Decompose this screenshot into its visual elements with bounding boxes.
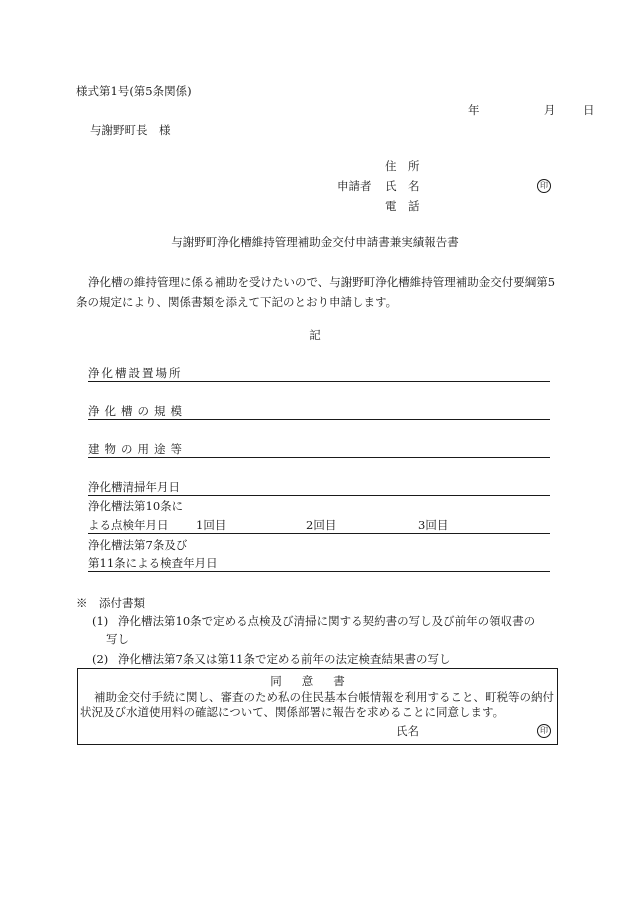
attachment-1-number: (1) bbox=[92, 614, 109, 628]
addressee: 与謝野町長 様 bbox=[90, 123, 171, 137]
date-month-label: 月 bbox=[543, 103, 556, 117]
body-text: 浄化槽の維持管理に係る補助を受けたいので、与謝野町浄化槽維持管理補助金交付要綱第5条の規定により、関係書類を添えて下記のとおり申請します。 bbox=[76, 275, 556, 309]
inspection-1-label: 1回目 bbox=[196, 518, 227, 532]
form-number: 様式第1号(第5条関係) bbox=[76, 84, 192, 98]
address-label: 住 所 bbox=[385, 159, 420, 173]
field-cleaning-date-label: 浄化槽清掃年月日 bbox=[88, 480, 180, 494]
field-legal-line bbox=[88, 571, 550, 572]
field-building-use-line bbox=[88, 457, 550, 458]
body-paragraph bbox=[76, 272, 556, 312]
consent-name-label: 氏名 bbox=[396, 724, 419, 738]
date-day-label: 日 bbox=[582, 103, 595, 117]
consent-text: 補助金交付手続に関し、審査のため私の住民基本台帳情報を利用すること、町税等の納付状況及び水道使用料の確認について、関係部署に報告を求めることに同意します。 bbox=[80, 690, 554, 719]
consent-paragraph bbox=[80, 690, 554, 720]
field-inspection-label-2: よる点検年月日 bbox=[88, 518, 169, 532]
attachment-2-number: (2) bbox=[92, 652, 109, 666]
seal-mark: 印 bbox=[537, 179, 551, 193]
date-line bbox=[468, 105, 594, 117]
applicant-label: 申請者 bbox=[337, 179, 372, 193]
date-year-label: 年 bbox=[468, 103, 480, 117]
inspection-3-label: 3回目 bbox=[418, 518, 449, 532]
document-title: 与謝野町浄化槽維持管理補助金交付申請書兼実績報告書 bbox=[171, 235, 459, 249]
consent-box bbox=[77, 668, 558, 745]
field-location-label: 浄化槽設置場所 bbox=[88, 366, 183, 380]
field-inspection-label-1: 浄化槽法第10条に bbox=[88, 499, 184, 513]
attachment-1-text-line2: 写し bbox=[106, 632, 129, 646]
field-scale-line bbox=[88, 419, 550, 420]
field-legal-label-2: 第11条による検査年月日 bbox=[88, 556, 218, 570]
field-location-line bbox=[88, 381, 550, 382]
field-scale-label: 浄化槽の規模 bbox=[88, 404, 187, 418]
field-building-use-label: 建物の用途等 bbox=[88, 442, 187, 456]
phone-label: 電 話 bbox=[385, 199, 420, 213]
attachments-title: ※ 添付書類 bbox=[76, 596, 145, 610]
name-label: 氏 名 bbox=[385, 179, 420, 193]
consent-seal-mark: 印 bbox=[537, 724, 551, 738]
field-inspection-line bbox=[88, 533, 550, 534]
attachment-2-text: 浄化槽法第7条又は第11条で定める前年の法定検査結果書の写し bbox=[118, 652, 451, 666]
inspection-2-label: 2回目 bbox=[306, 518, 337, 532]
field-cleaning-date-line bbox=[88, 495, 550, 496]
consent-title: 同意書 bbox=[270, 674, 365, 688]
ki-heading: 記 bbox=[309, 328, 321, 342]
field-legal-label-1: 浄化槽法第7条及び bbox=[88, 538, 188, 552]
attachment-1-text-line1: 浄化槽法第10条で定める点検及び清掃に関する契約書の写し及び前年の領収書の bbox=[118, 614, 536, 628]
